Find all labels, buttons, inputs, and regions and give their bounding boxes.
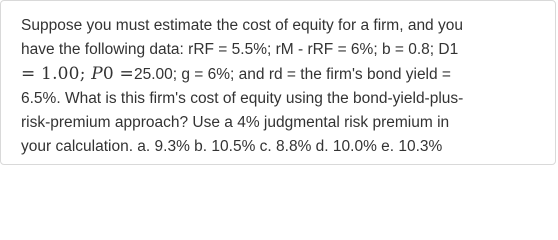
question-text <box>21 14 541 159</box>
math-variable: P <box>91 64 103 84</box>
question-line-5: risk-premium approach? Use a 4% judgmental risk premium in <box>21 114 450 131</box>
math-part-a: = 1.00; <box>21 64 92 84</box>
question-line-3-text: 25.00; g = 6%; and rd = the firm's bond yield = <box>133 66 451 83</box>
question-line-2: have the following data: rRF = 5.5%; rM - rRF = 6%; b = 0.8; D1 <box>21 41 459 58</box>
question-line-1: Suppose you must estimate the cost of equity for a firm, and you <box>21 17 463 34</box>
question-line-3 <box>21 62 541 87</box>
question-line-4: 6.5%. What is this firm's cost of equity using the bond-yield-plus- <box>21 90 464 107</box>
math-expression <box>21 64 134 84</box>
math-part-b: 0 = <box>102 64 134 84</box>
question-line-6: your calculation. a. 9.3% b. 10.5% c. 8.8% d. 10.0% e. 10.3% <box>21 138 443 155</box>
